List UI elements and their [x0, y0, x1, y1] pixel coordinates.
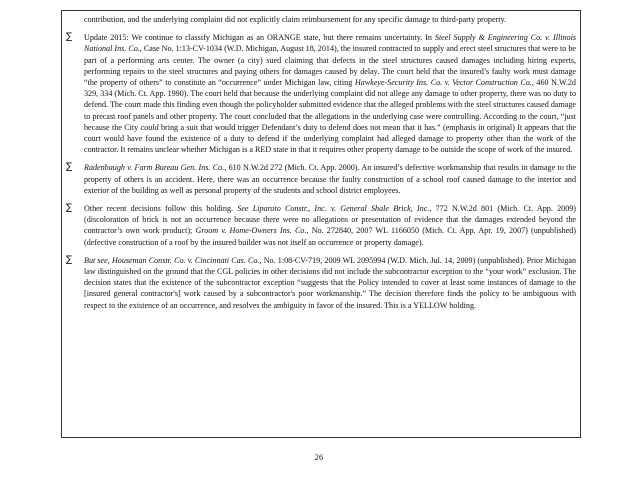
- text-run: , 460 N.W.2d 329, 334 (Mich. Ct. App. 1990). The court held that because the underlying complaint did not allege any damage to other property, there was no duty to defend. The court made this finding even though the policyholder submitted evidence that the alleged problems with the steel structures caused damage to precast roof panels and other property. The court concluded that the allegations in the underlying case were controlling. According to the court, “just because the City: [84, 78, 576, 132]
- bullet-update-2015: [66, 32, 576, 155]
- text-run: Other recent decisions follow this holding.: [84, 204, 238, 214]
- case-citation: But see, Houseman Constr. Co. v. Cincinnati Cas. Co.: [84, 255, 260, 265]
- bullet-text: [84, 162, 576, 196]
- summation-bullet-icon: ∑: [66, 254, 73, 265]
- bullet-other-decisions: [66, 203, 576, 248]
- case-citation: Groom v. Home-Owners Ins. Co.: [195, 226, 307, 236]
- page-number: 26: [314, 452, 324, 462]
- bullet-text: [84, 255, 576, 311]
- bullet-text: [84, 203, 576, 248]
- text-run: , No. 1:08-CV-719, 2009 WL 2095994 (W.D. Mich. Jul. 14, 2009) (unpublished). Prior Michigan law distinguished on the ground that the CGL policies in other decisions did not include the subcontractor exception to the “your work” exclusion. The decision states that the existence of the subcontractor exception “suggests that the Policy intended to cover at least some instances of damage to the [insured general contractor's] work caused by a subcontractor's poor workmanship.” The decision therefore finds the policy to be ambiguous with respect to the existence of an occurrence, and resolves the ambiguity in favor of the insured. This is a YELLOW holding.: [84, 255, 576, 310]
- summation-bullet-icon: ∑: [66, 203, 73, 214]
- bullet-radenbaugh: [66, 162, 576, 196]
- case-citation: See Liparoto Constr., Inc. v. General Shale Brick, Inc.: [237, 204, 430, 214]
- text-run: bring a suit that would trigger Defendant’s duty to defend does not mean that it has.” (emphasis in original) It appears that the court would have found the existence of a duty to defend if the underlying complaint had alleged damage to property other than the work of the contractor. It remains unclear whether Michigan is a RED state in that it requires other property damage to be outside the scope of work of the insured.: [84, 122, 577, 155]
- bullet-houseman: [66, 255, 576, 311]
- summation-bullet-icon: ∑: [66, 162, 73, 173]
- case-citation: Hawkeye-Security Ins. Co. v. Vector Construction Co.: [354, 78, 532, 88]
- text-run: , 772 N.W.2d 801 (Mich. Ct. App. 2009) (discoloration of brick is not an occurrence because there were no allegations or presentation of evidence that the damages extended beyond the contractor’s own work product);: [84, 204, 576, 236]
- case-citation: Radenbaugh v. Farm Bureau Gen. Ins. Co.: [84, 163, 225, 173]
- text-run: , No. 272840, 2007 WL 1166050 (Mich. Ct. App. Apr. 19, 2007) (unpublished) (defective construction of a roof by the insured builder was not itself an occurrence or property damage).: [84, 226, 576, 247]
- continuation-paragraph: contribution, and the underlying complaint did not explicitly claim reimbursement for any specific damage to third-party property.: [84, 15, 507, 24]
- text-run: , Case No. 1:13-CV-1034 (W.D. Michigan, August 18, 2014), the insured contracted to supply and erect steel structures that were to be part of a performing arts center. The owner (a city) sued claiming that defects in the steel structures caused damages including hiring experts, performing repairs to the steel structures and paying others for damages caused by delay. The court held that the insured’s faulty work must damage “the property of others” to constitute an “occurrence” under Michigan law, citing: [84, 44, 577, 88]
- text-run: , 610 N.W.2d 272 (Mich. Ct. App. 2000). An insured’s defective workmanship that results in damage to the property of others is an accident. Here, there was an occurrence because the faulty construction of a school roof caused damage to the interior and exterior of the building as well as personal property of the students and school district employees.: [84, 163, 576, 195]
- summation-bullet-icon: ∑: [66, 32, 73, 43]
- text-run: Update 2015: We continue to classify Michigan as an ORANGE state, but there remains uncertainty. In: [84, 33, 435, 43]
- bullet-text: [84, 32, 576, 155]
- emphasis-word: could: [140, 122, 159, 132]
- document-body: [66, 14, 576, 311]
- case-citation: Steel Supply & Engineering Co. v. Illinois National Ins. Co.: [84, 33, 576, 54]
